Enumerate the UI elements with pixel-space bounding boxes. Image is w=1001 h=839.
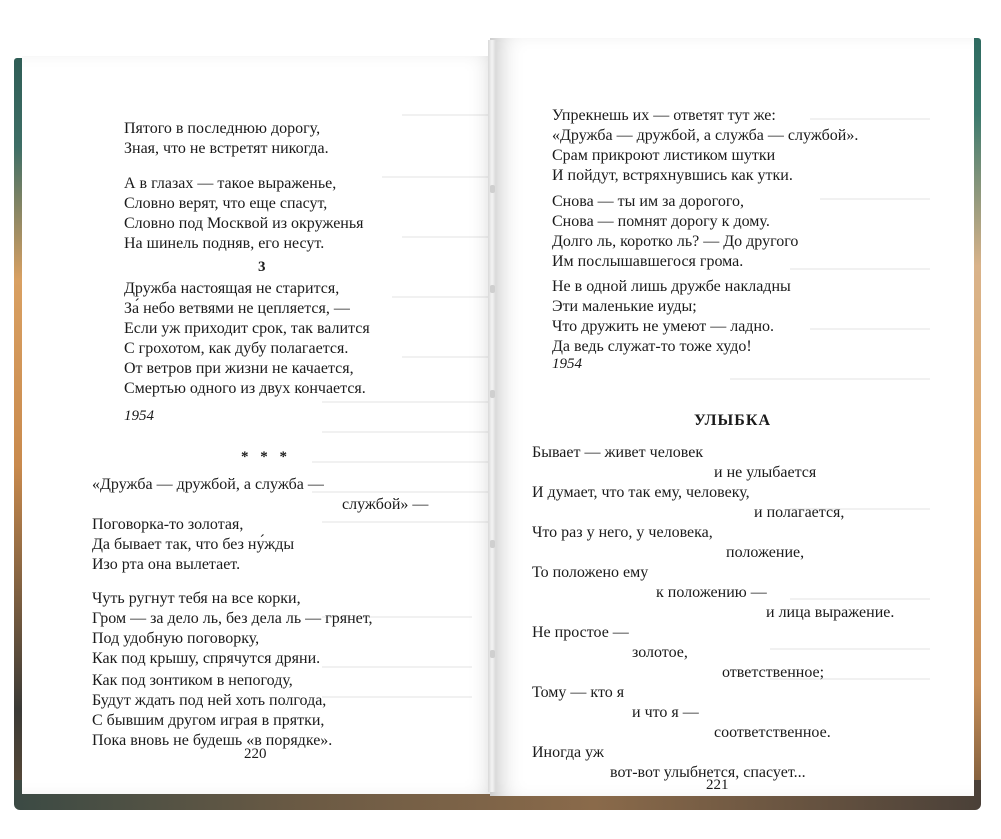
poem-line: То положено ему <box>532 564 649 581</box>
binding-stitch <box>490 390 495 398</box>
poem-line: Поговорка-то золотая, <box>92 516 244 533</box>
poem-line: Иногда уж <box>532 744 604 761</box>
poem-line: службой» — <box>342 496 429 513</box>
section-separator: * * * <box>241 449 291 465</box>
poem-line: Что дружить не умеют — ладно. <box>552 318 775 335</box>
poem-line: золотое, <box>632 644 688 661</box>
poem-line: «Дружба — дружбой, а служба — <box>92 476 324 493</box>
poem-line: вот-вот улыбнется, спасует... <box>610 764 806 781</box>
right-page <box>490 38 974 796</box>
poem-line: Долго ль, коротко ль? — До другого <box>552 233 799 250</box>
poem-year: 1954 <box>552 356 582 372</box>
section-number: 3 <box>258 259 266 275</box>
poem-line: Дружба настоящая не старится, <box>124 280 340 297</box>
poem-line: И думает, что так ему, человеку, <box>532 484 750 501</box>
poem-line: Пока вновь не будешь «в порядке». <box>92 732 333 749</box>
poem-line: Чуть ругнут тебя на все корки, <box>92 590 301 607</box>
poem-line: Как под зонтиком в непогоду, <box>92 672 293 689</box>
poem-line: На шинель подняв, его несут. <box>124 235 325 252</box>
poem-line: Да ведь служат-то тоже худо! <box>552 338 752 355</box>
poem-line: и лица выражение. <box>766 604 895 621</box>
poem-line: Зная, что не встретят никогда. <box>124 140 329 157</box>
poem-line: и что я — <box>632 704 699 721</box>
poem-line: Пятого в последнюю дорогу, <box>124 120 321 137</box>
poem-line: Не в одной лишь дружбе накладны <box>552 278 791 295</box>
binding-stitch <box>490 185 495 193</box>
poem-line: соответственное. <box>714 724 831 741</box>
poem-line: Будут ждать под ней хоть полгода, <box>92 692 327 709</box>
poem-line: Тому — кто я <box>532 684 625 701</box>
poem-line: За́ небо ветвями не цепляется, — <box>124 300 350 317</box>
poem-line: Не простое — <box>532 624 629 641</box>
poem-line: Что раз у него, у человека, <box>532 524 713 541</box>
poem-line: Словно под Москвой из окруженья <box>124 215 364 232</box>
poem-line: Да бывает так, что без ну́жды <box>92 536 295 553</box>
left-page <box>22 56 502 794</box>
poem-line: и не улыбается <box>714 464 817 481</box>
poem-line: А в глазах — такое выраженье, <box>124 175 337 192</box>
page-number-left: 220 <box>244 746 267 762</box>
book-gutter <box>488 40 496 792</box>
poem-line: Гром — за дело ль, без дела ль — грянет, <box>92 610 373 627</box>
page-number-right: 221 <box>706 777 729 793</box>
poem-line: Смертью одного из двух кончается. <box>124 380 366 397</box>
poem-line: Словно верят, что еще спасут, <box>124 195 328 212</box>
poem-line: Как под крышу, спрячутся дряни. <box>92 650 321 667</box>
binding-stitch <box>490 650 495 658</box>
poem-line: Упрекнешь их — ответят тут же: <box>552 107 776 124</box>
poem-line: «Дружба — дружбой, а служба — службой». <box>552 127 859 144</box>
binding-stitch <box>490 285 495 293</box>
poem-line: Изо рта она вылетает. <box>92 556 241 573</box>
poem-line: Бывает — живет человек <box>532 444 704 461</box>
poem-line: С бывшим другом играя в прятки, <box>92 712 325 729</box>
poem-line: Срам прикроют листиком шутки <box>552 147 776 164</box>
poem-line: положение, <box>726 544 805 561</box>
poem-line: и полагается, <box>754 504 845 521</box>
poem-line: ответственное; <box>722 664 825 681</box>
poem-line: Эти маленькие иуды; <box>552 298 697 315</box>
poem-line: И пойдут, встряхнувшись как утки. <box>552 167 793 184</box>
poem-line: От ветров при жизни не качается, <box>124 360 354 377</box>
poem-line: С грохотом, как дубу полагается. <box>124 340 349 357</box>
poem-line: Им послышавшегося грома. <box>552 253 744 270</box>
poem-title: УЛЫБКА <box>694 412 771 429</box>
poem-line: Под удобную поговорку, <box>92 630 260 647</box>
poem-line: Снова — помнят дорогу к дому. <box>552 213 770 230</box>
poem-year: 1954 <box>124 408 154 424</box>
binding-stitch <box>490 540 495 548</box>
poem-line: к положению — <box>656 584 767 601</box>
poem-line: Если уж приходит срок, так валится <box>124 320 370 337</box>
poem-line: Снова — ты им за дорогого, <box>552 193 744 210</box>
